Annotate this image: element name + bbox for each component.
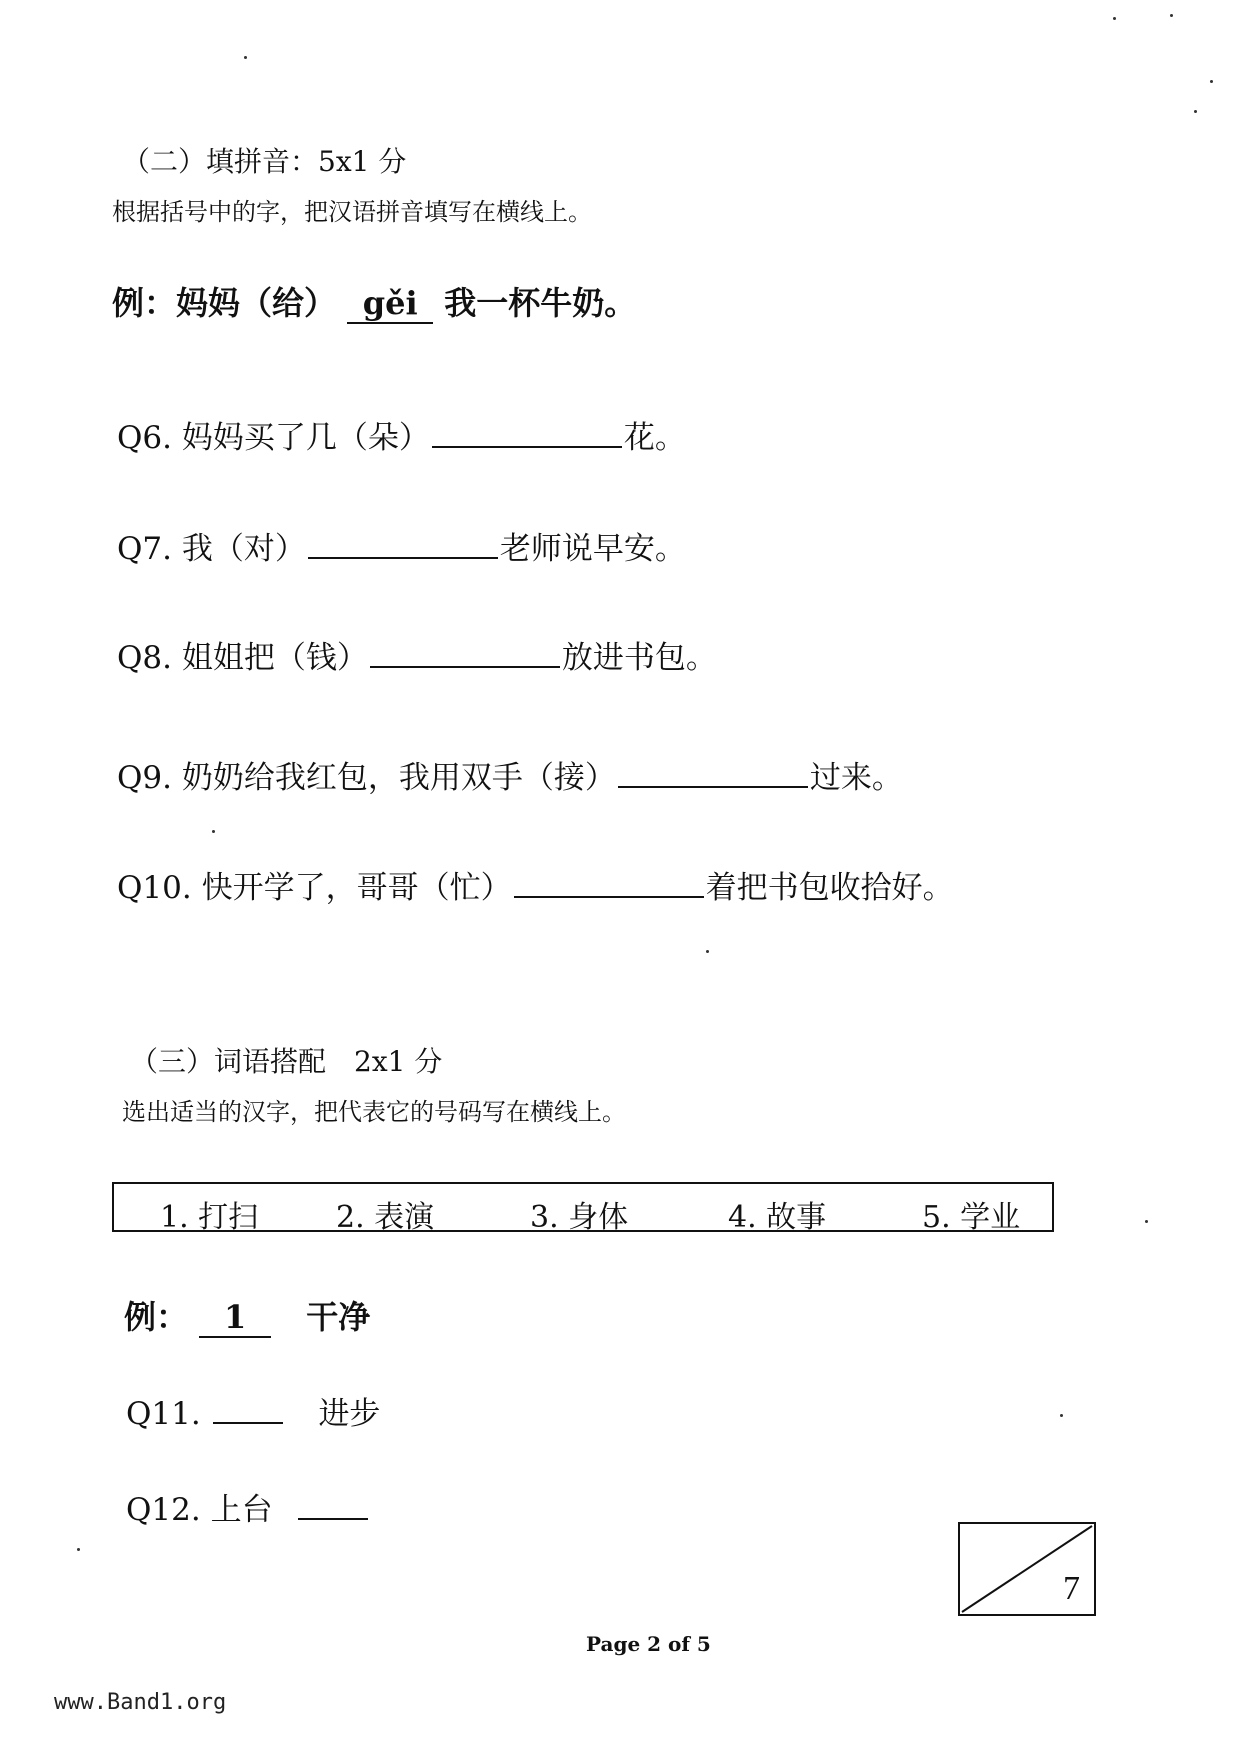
question-text-after: 放进书包。	[561, 640, 717, 676]
question-q8	[117, 632, 717, 677]
example-word: 干净	[306, 1298, 371, 1336]
word-option: 4. 故事	[728, 1200, 827, 1235]
score-box	[958, 1522, 1096, 1616]
score-value: 7	[1063, 1570, 1080, 1607]
question-q10	[117, 862, 954, 907]
question-text-after: 花。	[623, 420, 686, 456]
page-number: Page 2 of 5	[586, 1632, 711, 1656]
question-number: Q11.	[126, 1396, 201, 1432]
section3-instruction: 选出适当的汉字，把代表它的号码写在横线上。	[122, 1098, 626, 1126]
question-text: 快开学了，哥哥（忙）	[201, 870, 512, 906]
question-text: 我（对）	[181, 531, 306, 567]
question-q9	[117, 752, 903, 797]
question-text-after: 过来。	[809, 760, 903, 796]
question-number: Q7.	[117, 531, 172, 567]
scan-speck	[77, 1548, 80, 1551]
question-q6	[117, 412, 686, 457]
section3-example	[124, 1292, 370, 1338]
example-prefix: 例：	[124, 1298, 189, 1336]
word-option: 3. 身体	[530, 1200, 629, 1235]
question-number: Q9.	[117, 760, 172, 796]
scan-speck	[1210, 80, 1213, 83]
answer-blank[interactable]	[432, 415, 622, 448]
answer-blank[interactable]	[308, 526, 498, 559]
scan-speck	[244, 56, 247, 59]
example-answer: gěi	[347, 284, 433, 324]
scan-speck	[1194, 110, 1197, 113]
question-word: 上台	[210, 1492, 273, 1528]
scan-speck	[1060, 1414, 1063, 1417]
scan-speck	[1170, 14, 1173, 17]
section3-title: （三）词语搭配 2x1 分	[130, 1045, 443, 1078]
scan-speck	[1145, 1220, 1148, 1223]
scan-speck	[706, 950, 709, 953]
question-number: Q8.	[117, 640, 172, 676]
question-text: 姐姐把（钱）	[181, 640, 368, 676]
question-q11	[126, 1388, 380, 1433]
example-prefix: 例：妈妈（给）	[112, 284, 337, 322]
answer-blank[interactable]	[514, 865, 704, 898]
example-suffix: 我一杯牛奶。	[444, 284, 637, 322]
question-text-after: 老师说早安。	[499, 531, 686, 567]
answer-blank[interactable]	[370, 635, 560, 668]
question-q7	[117, 523, 686, 568]
question-text: 奶奶给我红包，我用双手（接）	[181, 760, 616, 796]
question-q12	[126, 1484, 370, 1529]
section2-title: （二）填拼音：5x1 分	[122, 145, 407, 178]
section2-example	[112, 278, 636, 324]
question-number: Q12.	[126, 1492, 201, 1528]
word-options-box	[112, 1182, 1054, 1235]
question-number: Q6.	[117, 420, 172, 456]
watermark: www.Band1.org	[54, 1690, 227, 1715]
example-answer: 1	[199, 1298, 271, 1338]
word-option: 2. 表演	[336, 1200, 435, 1235]
question-text: 妈妈买了几（朵）	[181, 420, 430, 456]
scan-speck	[1113, 17, 1116, 20]
section2-instruction: 根据括号中的字，把汉语拼音填写在横线上。	[112, 198, 592, 226]
word-option: 5. 学业	[922, 1200, 1021, 1235]
word-option: 1. 打扫	[160, 1200, 259, 1235]
scan-speck	[212, 830, 215, 833]
question-word: 进步	[318, 1396, 381, 1432]
answer-blank[interactable]	[298, 1487, 368, 1520]
answer-blank[interactable]	[213, 1391, 283, 1424]
question-number: Q10.	[117, 870, 192, 906]
question-text-after: 着把书包收拾好。	[705, 870, 954, 906]
answer-blank[interactable]	[618, 755, 808, 788]
